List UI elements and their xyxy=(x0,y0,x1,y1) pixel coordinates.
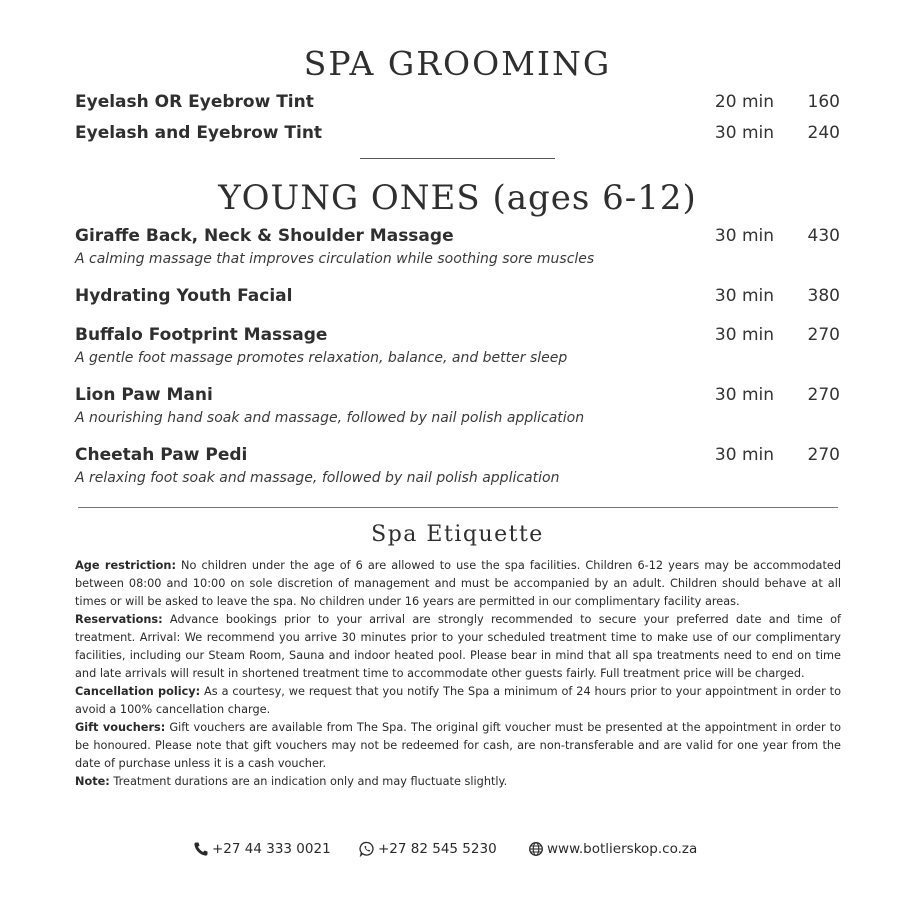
etiquette-body: No children under the age of 6 are allowed to use the spa facilities. Children 6-12 years may be accommodated between 08:00 and 10:00 on sole discretion of management and must be accompanied by an adult. Children should behave at all times or will be asked to leave the spa. No children under 16 years are permitted in our complimentary facility areas. xyxy=(75,559,841,608)
section-divider xyxy=(360,158,555,159)
section-title-spa-grooming: SPA GROOMING xyxy=(303,44,612,83)
phone-number: +27 44 333 0021 xyxy=(212,841,331,857)
treatment-row xyxy=(75,325,840,366)
treatment-row xyxy=(75,385,840,426)
etiquette-paragraph xyxy=(75,719,841,773)
treatment-row xyxy=(75,123,840,143)
treatment-price: 380 xyxy=(807,286,840,306)
etiquette-paragraph xyxy=(75,683,841,719)
etiquette-paragraph xyxy=(75,557,841,611)
treatment-description: A relaxing foot soak and massage, followed by nail polish application xyxy=(75,470,560,486)
treatment-row xyxy=(75,92,840,112)
phone-icon xyxy=(193,841,209,857)
treatment-name: Lion Paw Mani xyxy=(75,385,213,405)
treatment-description: A nourishing hand soak and massage, followed by nail polish application xyxy=(75,410,585,426)
treatment-name: Giraffe Back, Neck & Shoulder Massage xyxy=(75,226,454,246)
treatment-duration: 30 min xyxy=(714,123,774,143)
etiquette-paragraph xyxy=(75,611,841,683)
treatment-name: Buffalo Footprint Massage xyxy=(75,325,328,345)
section-divider xyxy=(78,507,838,508)
website-url: www.botlierskop.co.za xyxy=(547,841,698,857)
etiquette-body: Gift vouchers are available from The Spa. The original gift voucher must be presented at the appointment in order to be honoured. Please note that gift vouchers may not be redeemed for cash, are non-transferable and are valid for one year from the date of purchase unless it is a cash voucher. xyxy=(75,721,842,770)
treatment-duration: 30 min xyxy=(714,286,774,306)
treatment-price: 430 xyxy=(807,226,840,246)
section-title-spa-etiquette: Spa Etiquette xyxy=(371,522,544,547)
etiquette-body: Advance bookings prior to your arrival are strongly recommended to secure your preferred date and time of treatment. Arrival: We recommend you arrive 30 minutes prior to your scheduled treatment time to make use of our complimentary facilities, including our Steam Room, Sauna and indoor heated pool. Please bear in mind that all spa treatments need to end on time and late arrivals will result in shortened treatment time to accommodate other guests fairly. Full treatment price will be charged. xyxy=(75,613,841,680)
whatsapp-icon xyxy=(359,841,375,857)
treatment-name: Cheetah Paw Pedi xyxy=(75,445,248,465)
treatment-row xyxy=(75,445,840,486)
treatment-price: 240 xyxy=(807,123,840,143)
treatment-price: 270 xyxy=(807,385,840,405)
treatment-price: 270 xyxy=(807,445,840,465)
etiquette-label: Reservations: xyxy=(75,613,163,626)
etiquette-label: Note: xyxy=(75,775,110,788)
phone-contact[interactable] xyxy=(193,841,331,857)
treatment-price: 160 xyxy=(807,92,840,112)
treatment-description: A gentle foot massage promotes relaxation, balance, and better sleep xyxy=(75,350,568,366)
treatment-duration: 30 min xyxy=(714,385,774,405)
treatment-name: Eyelash and Eyebrow Tint xyxy=(75,123,323,143)
treatment-row xyxy=(75,226,840,267)
treatment-duration: 30 min xyxy=(714,325,774,345)
treatment-name: Eyelash OR Eyebrow Tint xyxy=(75,92,314,112)
etiquette-text xyxy=(75,557,841,791)
etiquette-label: Age restriction: xyxy=(75,559,176,572)
website-link[interactable] xyxy=(528,841,697,857)
etiquette-body: Treatment durations are an indication only and may fluctuate slightly. xyxy=(109,775,508,788)
etiquette-body: As a courtesy, we request that you notify The Spa a minimum of 24 hours prior to your appointment in order to avoid a 100% cancellation charge. xyxy=(75,685,841,716)
etiquette-label: Gift vouchers: xyxy=(75,721,166,734)
whatsapp-number: +27 82 545 5230 xyxy=(378,841,497,857)
etiquette-label: Cancellation policy: xyxy=(75,685,201,698)
treatment-duration: 30 min xyxy=(714,226,774,246)
treatment-name: Hydrating Youth Facial xyxy=(75,286,293,306)
globe-icon xyxy=(528,841,544,857)
etiquette-paragraph xyxy=(75,773,841,791)
treatment-duration: 20 min xyxy=(714,92,774,112)
section-title-young-ones: YOUNG ONES (ages 6-12) xyxy=(218,178,697,218)
treatment-price: 270 xyxy=(807,325,840,345)
treatment-duration: 30 min xyxy=(714,445,774,465)
whatsapp-contact[interactable] xyxy=(359,841,497,857)
treatment-description: A calming massage that improves circulation while soothing sore muscles xyxy=(75,251,595,267)
treatment-row xyxy=(75,286,840,306)
